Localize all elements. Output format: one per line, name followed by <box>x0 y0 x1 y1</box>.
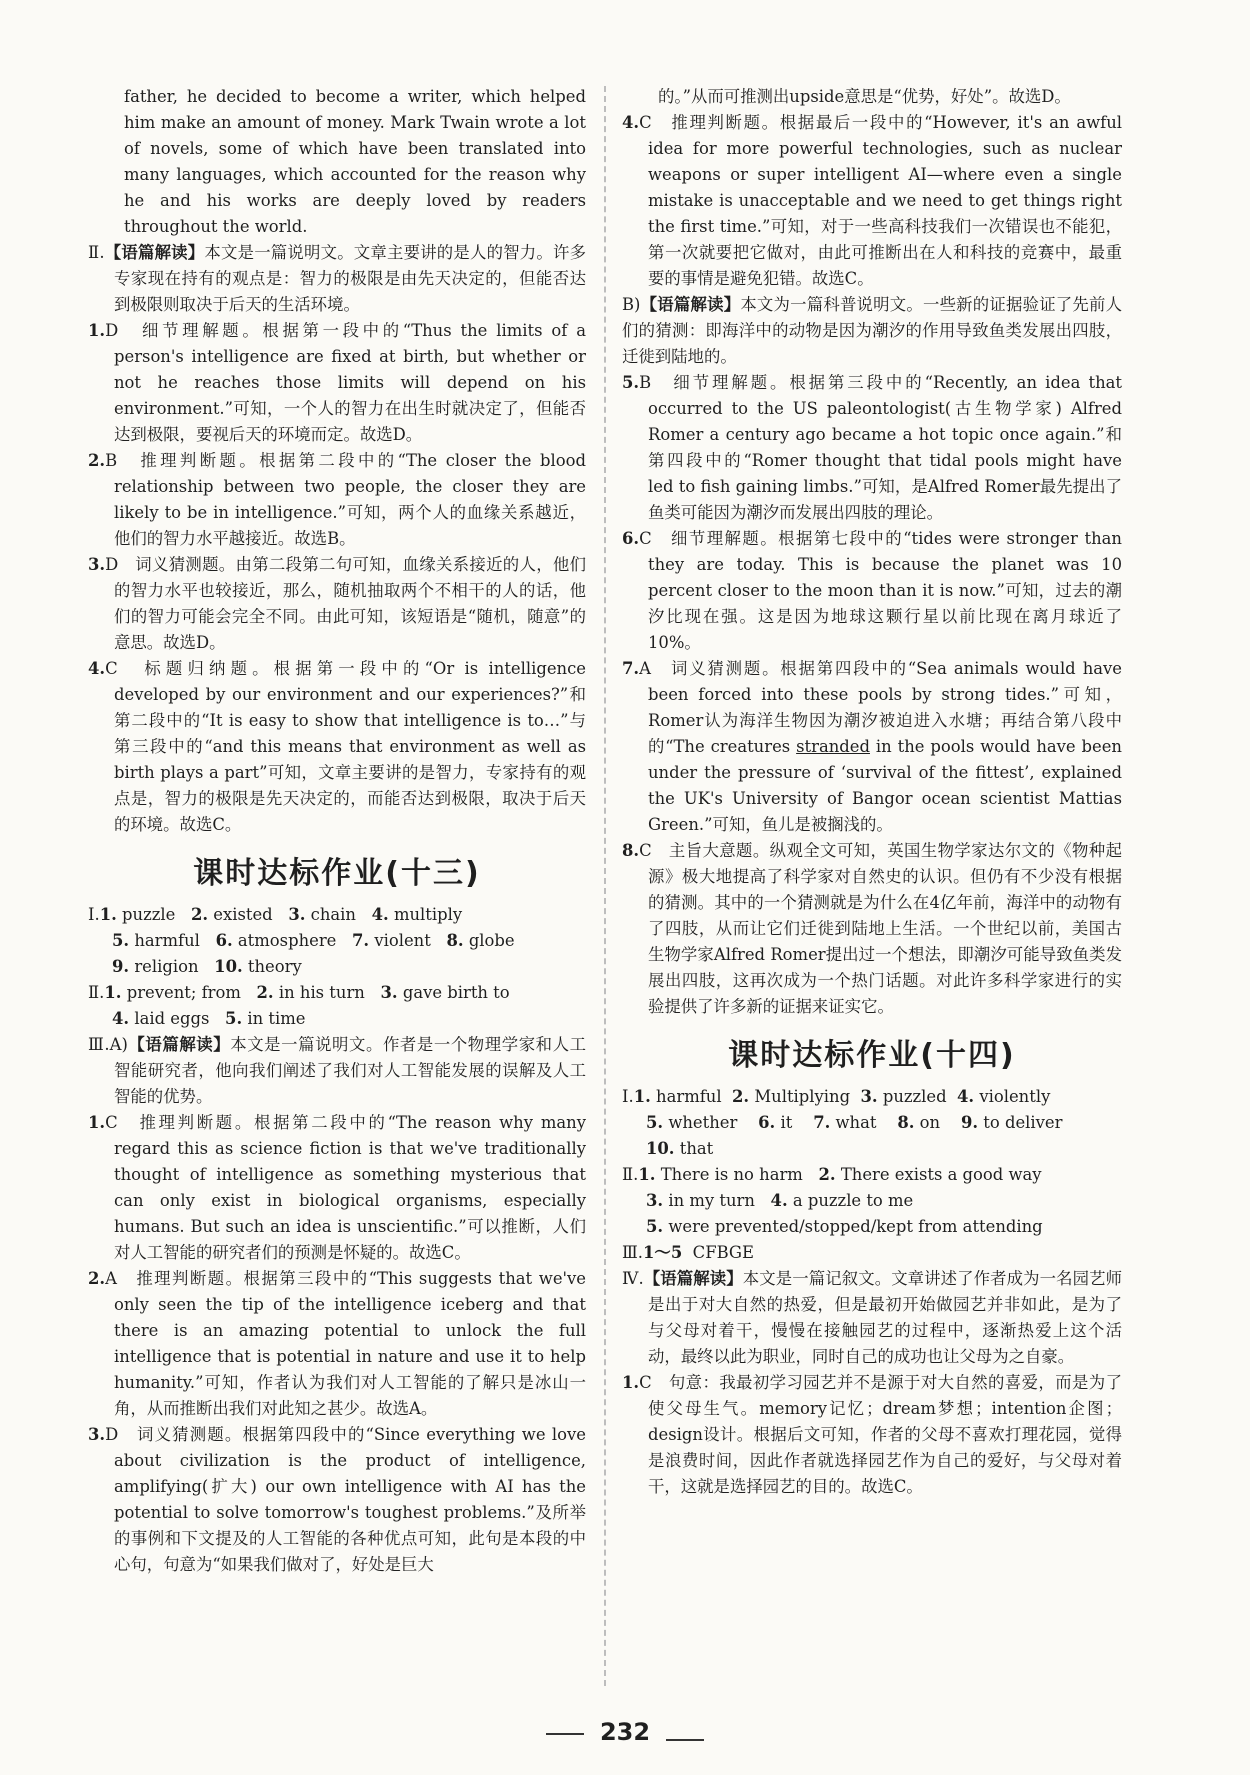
ans-num: 6. <box>215 931 233 950</box>
item-text: C 主旨大意题。纵观全文可知，英国生物学家达尔文的《物种起源》极大地提高了科学家对自然史的认识。但仍有不少没有根据的猜测。其中的一个猜测就是为什么在4亿年前，海洋中的动物有了四肢，从而让它们迁徙到陆地上生活。一个世纪以前，美国古生物学家Alfred Romer提出过一个想法，即潮汐可能导致鱼类发展出四肢，这再次成为一个热门话题。对此许多科学家进行的实验提供了许多新的证据来证实它。 <box>639 841 1122 1016</box>
ans-text: harmful <box>656 1087 722 1106</box>
ans-num: 5. <box>646 1113 664 1132</box>
answer-item <box>622 838 1122 1020</box>
answers-14-part3 <box>622 1240 1122 1266</box>
item-number: 1. <box>88 1113 106 1132</box>
ans-text: puzzled <box>882 1087 947 1106</box>
answer-item <box>622 656 1122 838</box>
ans-text: what <box>835 1113 877 1132</box>
answer-item <box>88 1422 586 1578</box>
section-title-13: 课时达标作业(十三) <box>193 856 481 891</box>
item-text: D 细节理解题。根据第一段中的“Thus the limits of a person's intelligence are fixed at birth, but whether or not he reaches those limits will depend on his environment.”可知，一个人的智力在出生时就决定了，但能否达到极限，要视后天的环境而定。故选D。 <box>105 321 586 444</box>
ans-text: existed <box>213 905 273 924</box>
ans-text: to deliver <box>983 1113 1063 1132</box>
footer-rule <box>546 1733 584 1735</box>
reading-tag: 【语篇解读】 <box>640 295 741 314</box>
item-number: 4. <box>88 659 106 678</box>
section-3-reading <box>88 1032 586 1110</box>
passage-b-reading <box>622 292 1122 370</box>
reading-tag: 【语篇解读】 <box>104 243 205 262</box>
answer-item <box>88 552 586 656</box>
ans-num: 10. <box>646 1139 675 1158</box>
item-text: C 标题归纳题。根据第一段中的“Or is intelligence developed by our environment and our experiences?”和第二段中的“It is easy to show that intelligence is to…”与第三段中的“and this means that environment as well as birth plays a part”可知，文章主要讲的是智力，专家持有的观点是，智力的极限是先天决定的，而能否达到极限，取决于后天的环境。故选C。 <box>105 659 586 834</box>
underlined-word: stranded <box>796 737 870 756</box>
ans-num: 2. <box>818 1165 836 1184</box>
section-label: Ⅱ. <box>88 983 105 1002</box>
left-column <box>88 84 586 1578</box>
item-text: C 细节理解题。根据第七段中的“tides were stronger than they are today. This is because the planet was 10 percent closer to the moon than it is now.”可知，过去的潮汐比现在强。这是因为地球这颗行星以前比现在离月球近了10%。 <box>639 529 1122 652</box>
ans-num: 10. <box>214 957 243 976</box>
ans-num: 4. <box>371 905 389 924</box>
ans-text: Multiplying <box>754 1087 851 1106</box>
reading-tag: 【语篇解读】 <box>643 1269 743 1288</box>
ans-num: 1. <box>633 1087 651 1106</box>
ans-num: 1. <box>104 983 122 1002</box>
ans-num: 1～5 <box>643 1243 683 1262</box>
answer-item <box>88 1110 586 1266</box>
ans-text: in my turn <box>668 1191 755 1210</box>
ans-text: gave birth to <box>402 983 510 1002</box>
item-text: C 句意：我最初学习园艺并不是源于对大自然的喜爱，而是为了使父母生气。memory记忆；dream梦想；intention企图；design设计。根据后文可知，作者的父母不喜欢打理花园，觉得是浪费时间，因此作者就选择园艺作为自己的爱好，与父母对着干，这就是选择园艺的目的。故选C。 <box>639 1373 1122 1496</box>
section-2-reading <box>88 240 586 318</box>
item-number: 1. <box>622 1373 640 1392</box>
ans-text: There exists a good way <box>840 1165 1042 1184</box>
item-number: 7. <box>622 659 640 678</box>
ans-text: CFBGE <box>692 1243 754 1262</box>
ans-text: prevent; from <box>126 983 241 1002</box>
column-divider <box>604 86 606 1686</box>
section-title-14: 课时达标作业(十四) <box>728 1038 1016 1073</box>
ans-num: 2. <box>190 905 209 924</box>
section-label: Ⅳ. <box>622 1269 644 1288</box>
ans-text: globe <box>468 931 515 950</box>
answer-item <box>88 448 586 552</box>
answer-item <box>88 656 586 838</box>
passage-label: B) <box>622 295 641 314</box>
section-4-reading <box>622 1266 1122 1370</box>
section-label: Ⅰ. <box>622 1087 634 1106</box>
ans-text: atmosphere <box>237 931 337 950</box>
ans-num: 4. <box>112 1009 130 1028</box>
item-text: B 推理判断题。根据第二段中的“The closer the blood relationship between two people, the closer they are likely to be in intelligence.”可知，两个人的血缘关系越近，他们的智力水平越接近。故选B。 <box>105 451 586 548</box>
reading-text: 本文是一篇说明文。文章主要讲的是人的智力。许多专家现在持有的观点是：智力的极限是由先天决定的，但能否达到极限则取决于后天的生活环境。 <box>114 243 587 314</box>
ans-text: on <box>919 1113 941 1132</box>
ans-text: There is no harm <box>660 1165 803 1184</box>
ans-num: 9. <box>112 957 130 976</box>
page-number: 232 <box>599 1718 651 1746</box>
ans-text: harmful <box>134 931 200 950</box>
item-text: D 词义猜测题。根据第四段中的“Since everything we love about civilization is the product of intelligence, amplifying(扩大) our own intelligence with AI has the potential to solve tomorrow's toughest problems.”及所举的事例和下文提及的人工智能的各种优点可知，此句是本段的中心句，句意为“如果我们做对了，好处是巨大 <box>105 1425 586 1574</box>
item-number: 1. <box>88 321 106 340</box>
section-label: Ⅲ. <box>622 1243 644 1262</box>
item-number: 5. <box>622 373 640 392</box>
ans-text: violent <box>374 931 431 950</box>
item-number: 3. <box>88 1425 106 1444</box>
ans-text: religion <box>134 957 199 976</box>
ans-num: 8. <box>897 1113 915 1132</box>
answer-item <box>88 1266 586 1422</box>
ans-text: laid eggs <box>134 1009 210 1028</box>
continued-paragraph: 的。”从而可推测出upside意思是“优势，好处”。故选D。 <box>658 87 1071 106</box>
item-number: 3. <box>88 555 106 574</box>
ans-text: theory <box>247 957 302 976</box>
item-number: 4. <box>622 113 640 132</box>
ans-text: chain <box>310 905 356 924</box>
item-number: 2. <box>88 451 106 470</box>
ans-num: 1. <box>638 1165 656 1184</box>
item-text: D 词义猜测题。由第二段第二句可知，血缘关系接近的人，他们的智力水平也较接近，那么，随机抽取两个不相干的人的话，他们的智力可能会完全不同。由此可知，该短语是“随机，随意”的意思。故选D。 <box>105 555 586 652</box>
ans-text: violently <box>979 1087 1051 1106</box>
answer-item <box>88 318 586 448</box>
ans-num: 5. <box>112 931 130 950</box>
item-number: 8. <box>622 841 640 860</box>
section-label: Ⅰ. <box>88 905 100 924</box>
ans-num: 3. <box>860 1087 878 1106</box>
reading-text: 本文为一篇科普说明文。一些新的证据验证了先前人们的猜测：即海洋中的动物是因为潮汐的作用导致鱼类发展出四肢，迁徙到陆地的。 <box>622 295 1123 366</box>
ans-num: 3. <box>380 983 398 1002</box>
ans-text: whether <box>668 1113 738 1132</box>
ans-text: that <box>679 1139 714 1158</box>
ans-num: 1. <box>99 905 117 924</box>
item-number: 6. <box>622 529 640 548</box>
ans-text: in time <box>247 1009 306 1028</box>
ans-text: a puzzle to me <box>792 1191 914 1210</box>
answers-14-part1 <box>622 1084 1122 1162</box>
ans-num: 9. <box>960 1113 979 1132</box>
reading-text: 本文是一篇说明文。作者是一个物理学家和人工智能研究者，他向我们阐述了我们对人工智能发展的误解及人工智能的优势。 <box>114 1035 586 1106</box>
ans-num: 2. <box>732 1087 750 1106</box>
reading-text: 本文是一篇记叙文。文章讲述了作者成为一名园艺师是出于对大自然的热爱，但是最初开始做园艺并非如此，是为了与父母对着干，慢慢在接触园艺的过程中，逐渐热爱上这个活动，最终以此为职业，同时自己的成功也让父母为之自豪。 <box>648 1269 1122 1366</box>
ans-text: it <box>780 1113 793 1132</box>
ans-text: were prevented/stopped/kept from attending <box>668 1217 1043 1236</box>
answers-13-part2 <box>88 980 586 1032</box>
ans-num: 4. <box>957 1087 975 1106</box>
answer-item <box>622 526 1122 656</box>
reading-tag: 【语篇解读】 <box>127 1035 231 1054</box>
section-label: Ⅲ. <box>88 1035 110 1054</box>
ans-num: 7. <box>813 1113 831 1132</box>
ans-text: in his turn <box>278 983 365 1002</box>
answers-14-part2 <box>622 1162 1122 1240</box>
item-text: C 推理判断题。根据最后一段中的“However, it's an awful idea for more powerful technologies, such as nuclear weapons or super intelligent AI—where even a single mistake is unacceptable and we need to get things right the first time.”可知，对于一些高科技我们一次错误也不能犯，第一次就要把它做对，由此可推断出在人和科技的竞赛中，最重要的事情是避免犯错。故选C。 <box>639 113 1122 288</box>
ans-num: 6. <box>758 1113 776 1132</box>
item-number: 2. <box>88 1269 106 1288</box>
right-column <box>622 84 1122 1500</box>
item-text: in the pools would have been under the pressure of ‘survival of the fittest’, explained the UK's University of Bangor ocean scientist Mattias Green.”可知，鱼儿是被搁浅的。 <box>648 737 1122 834</box>
ans-num: 5. <box>646 1217 664 1236</box>
item-text: A 词义猜测题。根据第四段中的“Sea animals would have been forced into these pools by strong tides.”可知，Romer认为海洋生物因为潮汐被迫进入水塘；再结合第八段中的“The creatures <box>639 659 1122 756</box>
ans-text: multiply <box>393 905 463 924</box>
passage-label: A) <box>109 1035 128 1054</box>
ans-num: 4. <box>770 1191 788 1210</box>
answer-item <box>622 1370 1122 1500</box>
item-text: A 推理判断题。根据第三段中的“This suggests that we've only seen the tip of the intelligence iceberg and that there is an amazing potential to unlock the full intelligence that is potential in nature and use it to help humanity.”可知，作者认为我们对人工智能的了解只是冰山一角，从而推断出我们对此知之甚少。故选A。 <box>105 1269 586 1418</box>
ans-text: puzzle <box>122 905 176 924</box>
answer-item <box>622 370 1122 526</box>
footer-rule <box>666 1739 704 1741</box>
answers-13-part1 <box>88 902 586 980</box>
section-label: Ⅱ. <box>88 243 105 262</box>
ans-num: 3. <box>646 1191 664 1210</box>
ans-num: 8. <box>446 931 464 950</box>
ans-num: 2. <box>256 983 274 1002</box>
answer-item <box>622 110 1122 292</box>
ans-num: 7. <box>352 931 370 950</box>
ans-num: 5. <box>225 1009 243 1028</box>
page-footer <box>0 1718 1250 1746</box>
item-text: B 细节理解题。根据第三段中的“Recently, an idea that occurred to the US paleontologist(古生物学家) Alfred Romer a century ago became a hot topic once again.”和第四段中的“Romer thought that tidal pools might have led to fish gaining limbs.”可知，是Alfred Romer最先提出了鱼类可能因为潮汐而发展出四肢的理论。 <box>639 373 1122 522</box>
continued-paragraph: father, he decided to become a writer, which helped him make an amount of money. Mark Twain wrote a lot of novels, some of which have been translated into many languages, which accounted for the reason why he and his works are deeply loved by readers throughout the world. <box>124 87 586 236</box>
item-text: C 推理判断题。根据第二段中的“The reason why many regard this as science fiction is that we've traditionally thought of intelligence as something mysterious that can only exist in biological organisms, especially humans. But such an idea is unscientific.”可以推断，人们对人工智能的研究者们的预测是怀疑的。故选C。 <box>105 1113 586 1262</box>
section-label: Ⅱ. <box>622 1165 639 1184</box>
ans-num: 3. <box>288 905 306 924</box>
